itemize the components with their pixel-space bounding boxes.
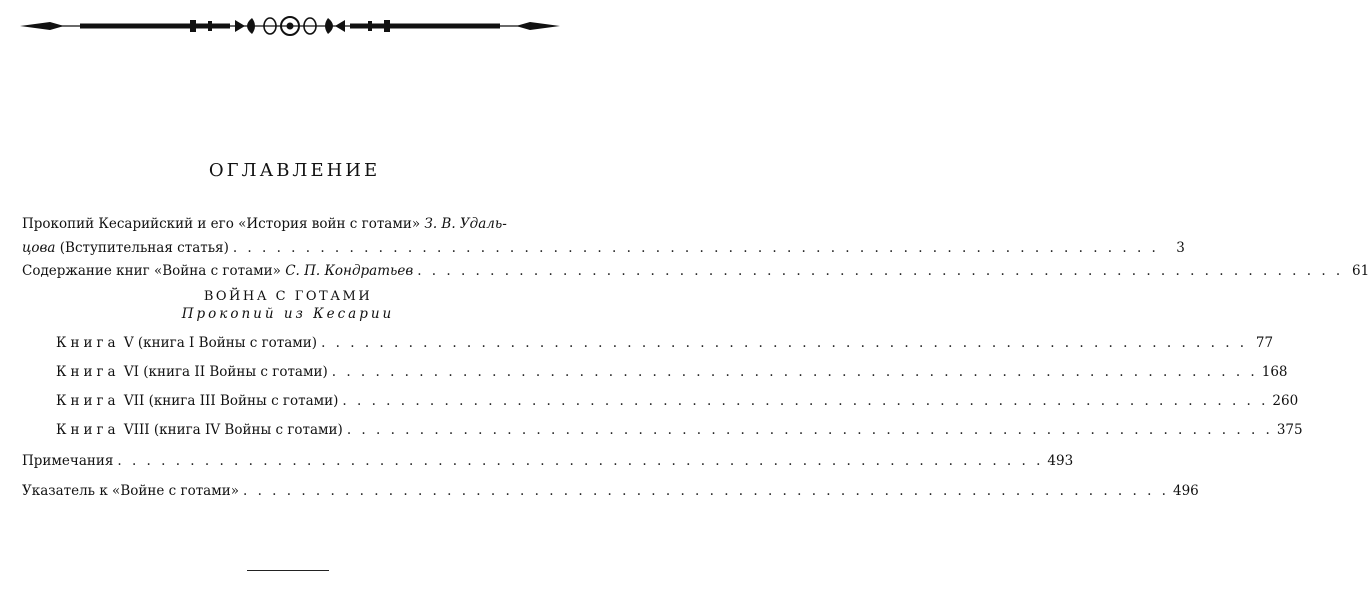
page-number: 496	[1172, 483, 1199, 499]
dot-leader: . . . . . . . . . . . . . . . . . . . . . . . . . . . . . . . . . . . . . . . . . . . . . . . . . . . . . . . . . . . . . . . .	[321, 334, 1248, 351]
dot-leader: . . . . . . . . . . . . . . . . . . . . . . . . . . . . . . . . . . . . . . . . . . . . . . . . . . . . . . . . . . . . . . . .	[232, 240, 1159, 256]
intro-author-part1: З. В. Удаль-	[424, 216, 507, 232]
dot-leader: . . . . . . . . . . . . . . . . . . . . . . . . . . . . . . . . . . . . . . . . . . . . . . . . . . . . . . . . . . . . . . . .	[331, 363, 1258, 380]
notes-label: Примечания	[22, 453, 114, 469]
page-number: 77	[1255, 334, 1274, 351]
toc-entry-index	[22, 476, 1199, 506]
book-word: Книга	[56, 392, 120, 409]
toc-entry-book	[56, 357, 1288, 386]
toc-entry-notes	[22, 446, 1074, 476]
book-word: Книга	[56, 334, 120, 351]
page-number: 260	[1272, 392, 1299, 409]
contents-author: С. П. Кондратьев	[285, 263, 414, 279]
toc-entry-contents	[22, 263, 1369, 279]
book-word: Книга	[56, 363, 120, 380]
dot-leader: . . . . . . . . . . . . . . . . . . . . . . . . . . . . . . . . . . . . . . . . . . . . . . . . . . . . . . . . . . . . . . . .	[417, 263, 1344, 279]
dot-leader: . . . . . . . . . . . . . . . . . . . . . . . . . . . . . . . . . . . . . . . . . . . . . . . . . . . . . . . . . . . . . . . .	[117, 453, 1044, 469]
intro-title-line2: (Вступительная статья)	[59, 240, 229, 256]
page-number: 3	[1176, 240, 1185, 256]
page-number: 375	[1276, 421, 1303, 438]
dot-leader: . . . . . . . . . . . . . . . . . . . . . . . . . . . . . . . . . . . . . . . . . . . . . . . . . . . . . . . . . . . . . . . .	[242, 483, 1169, 499]
intro-title-line1: Прокопий Кесарийский и его «История войн с готами»	[22, 216, 421, 232]
book-label: VII (книга III Войны с готами)	[123, 392, 339, 409]
toc-entry-intro	[22, 214, 1185, 256]
toc-entry-book	[56, 328, 1274, 357]
page-title: ОГЛАВЛЕНИЕ	[208, 160, 381, 181]
page-number: 493	[1047, 453, 1074, 469]
bottom-divider	[247, 570, 329, 571]
toc-entry-book	[56, 386, 1299, 415]
page-number: 168	[1261, 363, 1288, 380]
dot-leader: . . . . . . . . . . . . . . . . . . . . . . . . . . . . . . . . . . . . . . . . . . . . . . . . . . . . . . . . . . . . . . . .	[342, 392, 1269, 409]
page-number: 61	[1352, 263, 1369, 279]
contents-label: Содержание книг «Война с готами»	[22, 263, 281, 279]
section-subtitle: Прокопий из Кесарии	[181, 306, 395, 322]
index-label: Указатель к «Войне с готами»	[22, 483, 239, 499]
section-title: ВОЙНА С ГОТАМИ	[203, 289, 373, 304]
toc-entry-book	[56, 415, 1303, 444]
intro-author-part2: цова	[22, 240, 56, 256]
table-of-contents	[22, 214, 1369, 506]
book-label: VI (книга II Войны с готами)	[123, 363, 328, 380]
book-label: VIII (книга IV Войны с готами)	[123, 421, 343, 438]
book-label: V (книга I Войны с готами)	[123, 334, 318, 351]
book-word: Книга	[56, 421, 120, 438]
dot-leader: . . . . . . . . . . . . . . . . . . . . . . . . . . . . . . . . . . . . . . . . . . . . . . . . . . . . . . . . . . . . . . . .	[346, 421, 1273, 438]
decorative-ornament-header	[20, 8, 560, 44]
